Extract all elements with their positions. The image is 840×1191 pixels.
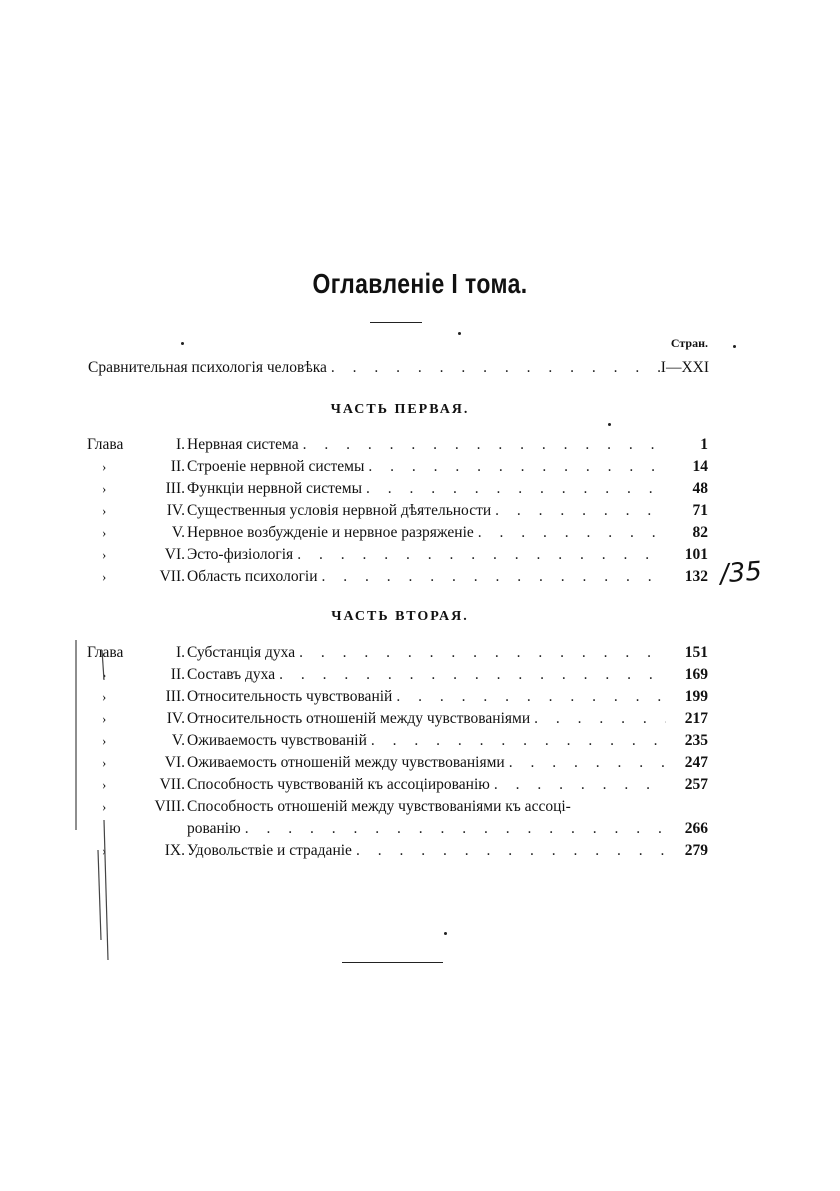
chapter-number: II. [170,458,185,475]
chapter-title: Существенныя условія нервной дѣятельности [187,502,492,519]
toc-row[interactable] [0,840,840,862]
chapter-number: V. [171,732,185,749]
toc-row[interactable] [0,752,840,774]
toc-row[interactable] [0,664,840,686]
toc-intro-row[interactable] [0,357,840,379]
leader-dots [478,522,666,544]
toc-intro-text: Сравнительная психологія человѣка [88,359,327,376]
chapter-title: Субстанція духа [187,644,296,661]
toc-row[interactable] [0,522,840,544]
chapter-title: Область психологіи [187,568,318,585]
leader-dots [509,752,666,774]
chapter-page: 247 [684,754,708,771]
chapter-title: Функціи нервной системы [187,480,362,497]
chapter-title: Эсто-физіологія [187,546,294,563]
chapter-page: 199 [684,688,708,705]
ditto-mark: › [102,777,107,792]
speck [181,342,184,345]
leader-dots [322,566,666,588]
ditto-mark: › [102,503,107,518]
chapter-number: VI. [164,546,185,563]
chapter-number: III. [165,688,185,705]
chapter-number: II. [170,666,185,683]
toc-row[interactable] [0,434,840,456]
toc-row[interactable] [0,456,840,478]
title-rule [370,322,422,323]
toc-row[interactable] [0,500,840,522]
ditto-mark: › [102,799,107,814]
leader-dots [534,708,666,730]
chapter-prefix: Глава [87,644,124,661]
speck [444,932,447,935]
toc-row[interactable] [0,774,840,796]
chapter-number: VII. [159,568,185,585]
chapter-title: Строеніе нервной системы [187,458,365,475]
leader-dots [331,357,666,379]
chapter-number: VI. [164,754,185,771]
part-two-heading: ЧАСТЬ ВТОРАЯ. [331,609,469,624]
toc-row[interactable] [0,642,840,664]
ditto-mark: › [102,481,107,496]
chapter-page: 101 [684,546,708,563]
ditto-mark: › [102,525,107,540]
chapter-title: Составъ духа [187,666,276,683]
leader-dots [245,818,666,840]
handwritten-note: /35 [719,556,763,590]
chapter-number: IX. [164,842,185,859]
chapter-number: I. [175,436,185,453]
chapter-page: 151 [684,644,708,661]
chapter-page: 266 [684,820,708,837]
chapter-page: 82 [692,524,708,541]
toc-row[interactable] [0,478,840,500]
chapter-number: IV. [166,502,185,519]
leader-dots [371,730,666,752]
chapter-title: Оживаемость чувствованій [187,732,367,749]
chapter-title: Способность чувствованій къ ассоціированію [187,776,490,793]
ditto-mark: › [102,755,107,770]
chapter-title-continuation: рованію [187,820,241,837]
toc-intro-page: I—XXI [660,359,709,376]
scan-edge-marks [68,640,118,970]
leader-dots [297,544,666,566]
leader-dots [303,434,666,456]
chapter-title: Удовольствіе и страданіе [187,842,352,859]
leader-dots [366,478,666,500]
toc-row[interactable] [0,566,840,588]
toc-row[interactable] [0,730,840,752]
chapter-title: Относительность отношеній между чувствованіями [187,710,531,727]
chapter-page: 48 [692,480,708,497]
chapter-page: 14 [692,458,708,475]
leader-dots [356,840,666,862]
chapter-number: IV. [166,710,185,727]
leader-dots [368,456,666,478]
chapter-title: Нервное возбужденіе и нервное разряженіе [187,524,474,541]
ditto-mark: › [102,459,107,474]
part-one-heading: ЧАСТЬ ПЕРВАЯ. [330,402,470,417]
ditto-mark: › [102,733,107,748]
speck [608,423,611,426]
chapter-page: 1 [700,436,708,453]
ditto-mark: › [102,711,107,726]
page-column-header: Стран. [670,336,708,350]
ditto-mark: › [102,689,107,704]
toc-row[interactable] [0,796,840,818]
leader-dots [299,642,666,664]
toc-row[interactable] [0,686,840,708]
ditto-mark: › [102,569,107,584]
chapter-title: Нервная система [187,436,299,453]
chapter-page: 169 [684,666,708,683]
toc-row[interactable] [0,544,840,566]
leader-dots [495,500,666,522]
chapter-page: 71 [692,502,708,519]
leader-dots [494,774,666,796]
chapter-title: Относительность чувствованій [187,688,393,705]
ditto-mark: › [102,843,107,858]
leader-dots [396,686,666,708]
ditto-mark: › [102,547,107,562]
chapter-page: 257 [684,776,708,793]
chapter-number: VIII. [154,798,185,815]
chapter-number: III. [165,480,185,497]
end-rule [342,962,443,963]
page-title: Оглавленіе I тома. [312,268,528,299]
speck [733,345,736,348]
leader-dots [279,664,666,686]
chapter-number: VII. [159,776,185,793]
ditto-mark: › [102,667,107,682]
chapter-title: Способность отношеній между чувствованіями къ ассоці- [187,798,571,815]
speck [458,332,461,335]
chapter-title: Оживаемость отношеній между чувствованіями [187,754,505,771]
chapter-prefix: Глава [87,436,124,453]
toc-row-continuation[interactable] [0,818,840,840]
toc-row[interactable] [0,708,840,730]
chapter-page: 217 [684,710,708,727]
chapter-page: 235 [684,732,708,749]
chapter-number: V. [171,524,185,541]
chapter-number: I. [175,644,185,661]
chapter-page: 132 [684,568,708,585]
chapter-page: 279 [684,842,708,859]
